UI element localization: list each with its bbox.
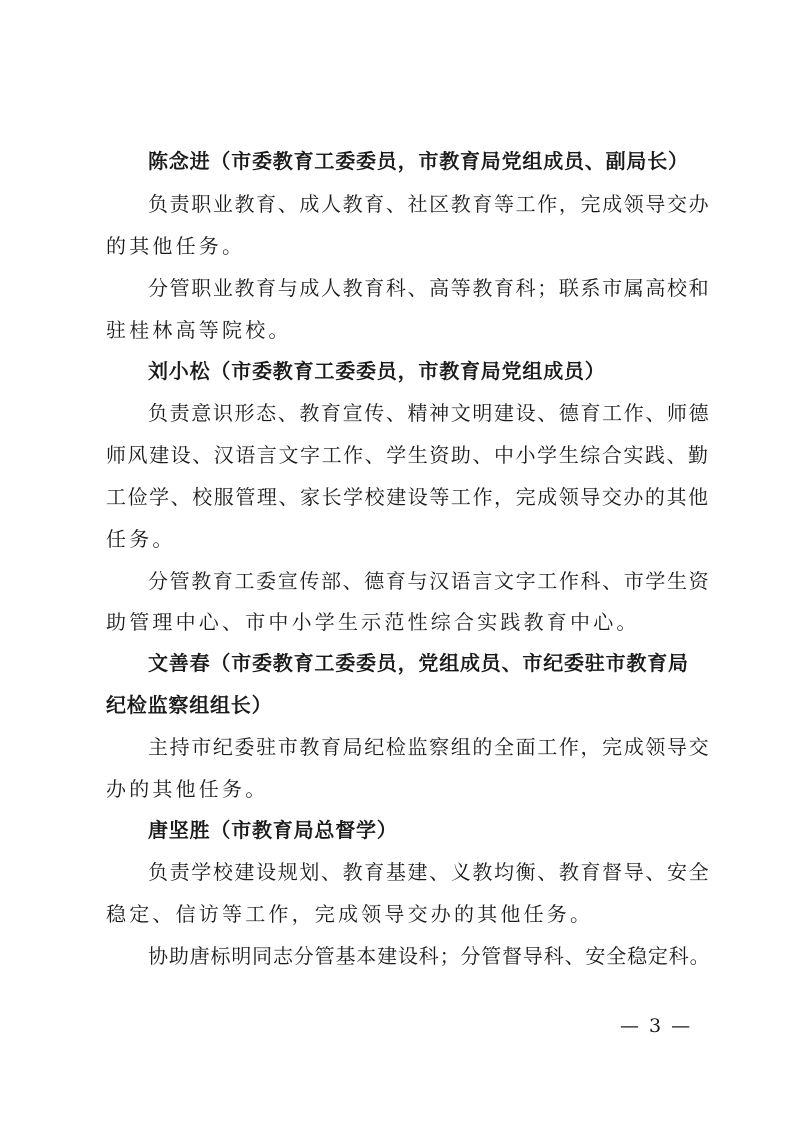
paragraph-line: 主持市纪委驻市教育局纪检监察组的全面工作，完成领导交 [148,735,711,759]
paragraph-line: 负责意识形态、教育宣传、精神文明建设、德育工作、师德 [148,401,711,425]
paragraph-line: 分管教育工委宣传部、德育与汉语言文字工作科、市学生资 [148,569,711,593]
page-number: — 3 — [620,1015,693,1037]
section-heading-wen-line2: 纪检监察组组长） [106,693,273,717]
paragraph-line: 稳定、信访等工作，完成领导交办的其他任务。 [106,902,594,926]
paragraph-line: 办的其他任务。 [106,777,269,801]
section-heading-chen: 陈念进（市委教育工委委员，市教育局党组成员、副局长） [148,149,689,173]
paragraph-line: 的其他任务。 [106,234,246,258]
paragraph-line: 负责学校建设规划、教育基建、义教均衡、教育督导、安全 [148,860,711,884]
section-heading-liu: 刘小松（市委教育工委委员，市教育局党组成员） [148,359,606,383]
paragraph-line: 任务。 [106,527,176,551]
paragraph-line: 助管理中心、市中小学生示范性综合实践教育中心。 [106,610,640,634]
section-heading-tang: 唐坚胜（市教育局总督学） [148,818,398,842]
paragraph-line: 工俭学、校服管理、家长学校建设等工作，完成领导交办的其他 [106,485,710,509]
paragraph-line: 分管职业教育与成人教育科、高等教育科；联系市属高校和 [148,276,711,300]
section-heading-wen-line1: 文善春（市委教育工委委员，党组成员、市纪委驻市教育局 [148,651,689,675]
paragraph-line: 驻桂林高等院校。 [106,318,292,342]
paragraph-line: 负责职业教育、成人教育、社区教育等工作，完成领导交办 [148,192,711,216]
paragraph-line: 师风建设、汉语言文字工作、学生资助、中小学生综合实践、勤 [106,443,710,467]
paragraph-line: 协助唐标明同志分管基本建设科；分管督导科、安全稳定科。 [148,944,711,968]
